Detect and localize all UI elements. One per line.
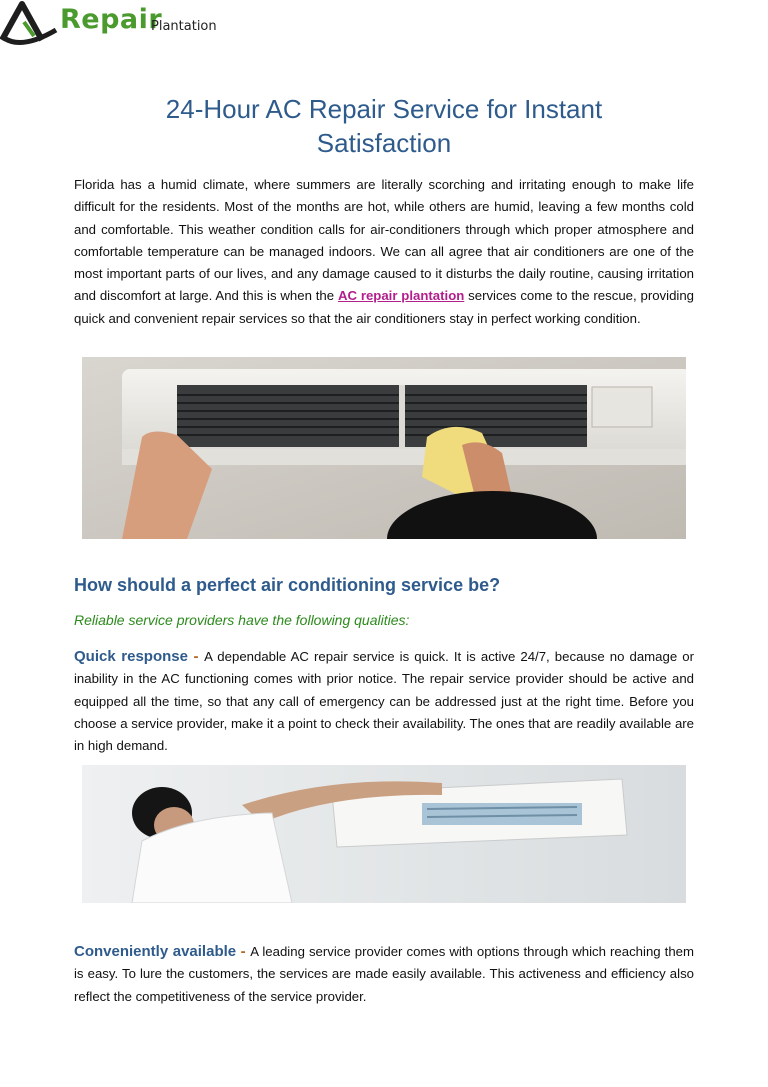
intro-text-before: Florida has a humid climate, where summers are literally scorching and irritating enough to make life difficult for the residents. Most of the months are hot, while others are humid, leaving a few months cold and comfortable. This weather condition calls for air-conditioners through which proper atmosphere and comfortable temperature can be managed indoors. We can all agree that air conditioners are one of the most important parts of our lives, and any damage caused to it disturbs the daily routine, causing irritation and discomfort at large. And this is when the	[74, 177, 694, 304]
ac-repair-link[interactable]: AC repair plantation	[337, 288, 465, 304]
quality2-text: A leading service provider comes with options through which reaching them is easy. To lure the customers, the services are made easily available. This activeness and efficiency also reflect the competitiveness of the service provider.	[74, 944, 694, 1004]
quality-quick-response	[74, 646, 694, 757]
quality1-separator: -	[187, 648, 205, 665]
quality2-label: Conveniently available	[74, 943, 237, 960]
section-subheading: Reliable service providers have the following qualities:	[74, 612, 410, 628]
quality-convenient	[74, 941, 694, 1008]
ac-installation-photo	[82, 765, 686, 903]
page-title: 24-Hour AC Repair Service for Instant Satisfaction	[165, 94, 603, 158]
logo-mark-icon	[0, 0, 62, 46]
intro-text-after: services come to the rescue, providing quick and convenient repair services so that the air conditioners stay in perfect working condition.	[74, 288, 694, 326]
intro-paragraph	[74, 174, 694, 330]
quality1-text: A dependable AC repair service is quick. It is active 24/7, because no damage or inability in the AC functioning comes with prior notice. The repair service provider should be active and equipped all the time, so that any call of emergency can be addressed just at the right time. Before you choose a service provider, make it a point to check their availability. The ones that are readily available are in high demand.	[74, 649, 694, 754]
quality1-label: Quick response	[74, 648, 188, 665]
quality2-separator: -	[236, 943, 251, 960]
logo-sub-text: Plantation	[151, 19, 217, 34]
logo-brand-text: Repair	[60, 4, 163, 35]
ac-cleaning-photo	[82, 357, 686, 539]
section-heading: How should a perfect air conditioning service be?	[74, 575, 501, 595]
site-logo[interactable]	[0, 0, 260, 46]
